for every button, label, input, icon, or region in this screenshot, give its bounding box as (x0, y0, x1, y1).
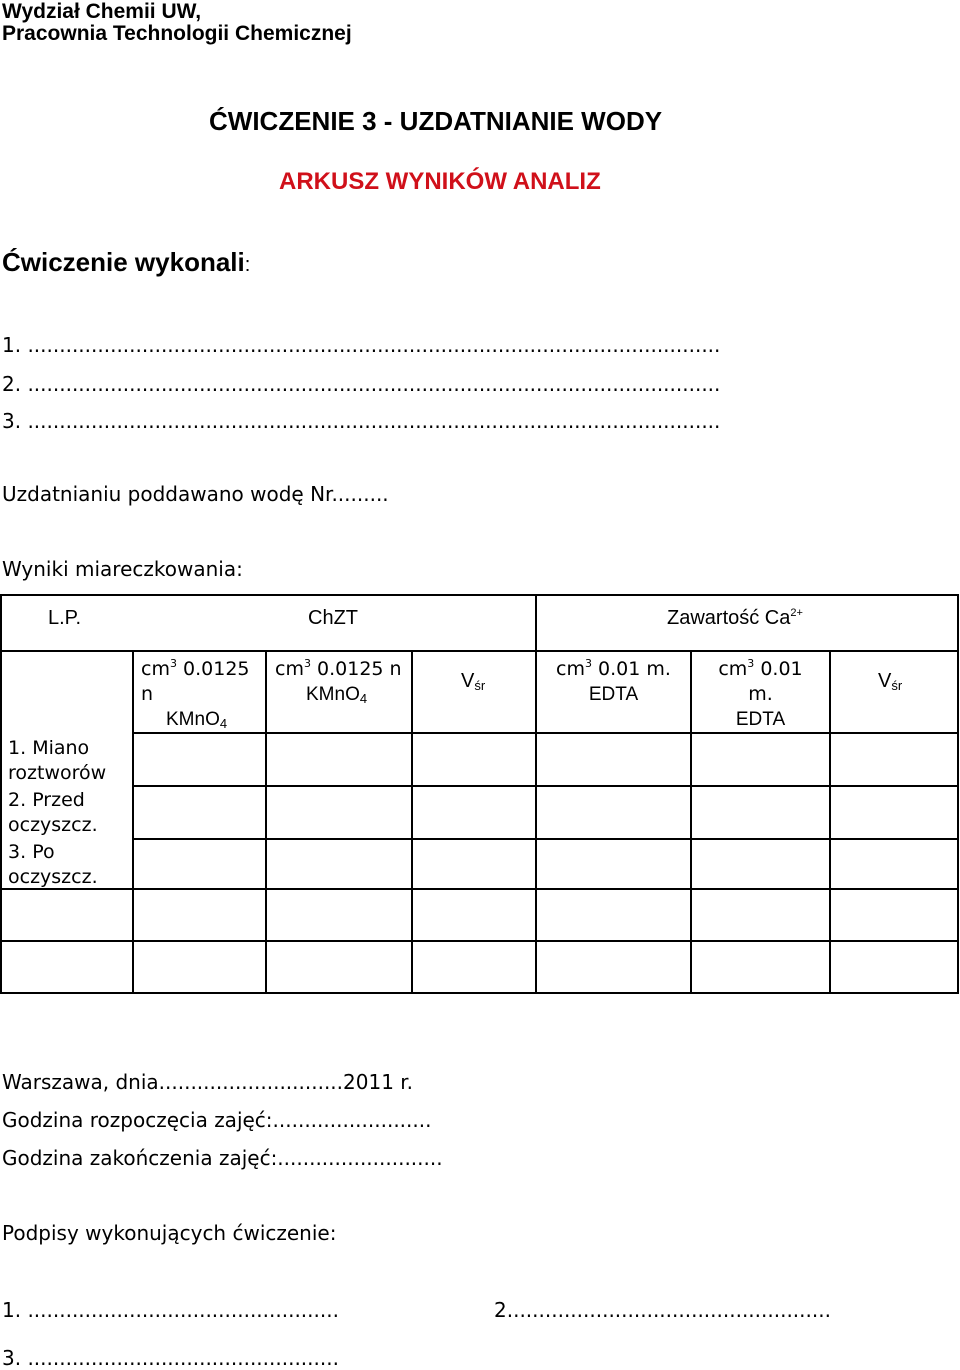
performer-line-2[interactable]: 2. ............................................................................................................. (2, 372, 721, 396)
end-time-line[interactable]: Godzina zakończenia zajęć:.......................... (2, 1146, 443, 1170)
water-number-line[interactable]: Uzdatnianiu poddawano wodę Nr......... (2, 482, 389, 506)
performer-line-1[interactable]: 1. ............................................................................................................. (2, 333, 721, 357)
col-ca-header: Zawartość $Ca^{2+}$ (667, 607, 803, 629)
lab-name: Pracownia Technologii Chemicznej (2, 22, 352, 45)
col-vsr-b-header: $V_{śr}$ (878, 670, 903, 693)
start-time-line[interactable]: Godzina rozpoczęcia zajęć:......................... (2, 1108, 432, 1132)
performer-line-3[interactable]: 3. ............................................................................................................. (2, 409, 721, 433)
col-kmno4-b-header: $cm^3$ 0.0125 n KMnO$_4$ (275, 657, 402, 706)
row-label-przed: 2. Przed oczyszcz. (8, 789, 98, 836)
page-subtitle: ARKUSZ WYNIKÓW ANALIZ (279, 168, 601, 195)
page-title: ĆWICZENIE 3 - UZDATNIANIE WODY (209, 106, 663, 136)
signatures-label: Podpisy wykonujących ćwiczenie: (2, 1221, 337, 1245)
institution-name: Wydział Chemii UW, (2, 0, 202, 23)
col-kmno4-a-header: $cm^3$ 0.0125 n KMnO$_4$ (141, 657, 250, 731)
performed-by-label: Ćwiczenie wykonali: (2, 247, 251, 277)
row-label-po: 3. Po oczyszcz. (8, 841, 98, 888)
col-edta-a-header: $cm^3$ 0.01 m. EDTA (556, 657, 671, 705)
signature-line-3[interactable]: 3. ................................................. (2, 1346, 339, 1370)
signature-line-2[interactable]: 2................................................... (494, 1298, 831, 1322)
col-vsr-a-header: $V_{śr}$ (461, 670, 486, 693)
date-line[interactable]: Warszawa, dnia.............................2011 r. (2, 1070, 414, 1094)
col-chzt-header: ChZT (308, 607, 358, 629)
results-label: Wyniki miareczkowania: (2, 557, 243, 581)
col-lp-header: L.P. (48, 607, 81, 629)
signature-line-1[interactable]: 1. ................................................. (2, 1298, 339, 1322)
col-edta-b-header: $cm^3$ 0.01 m. EDTA (718, 657, 803, 730)
row-label-miano: 1. Miano roztworów (8, 737, 107, 784)
